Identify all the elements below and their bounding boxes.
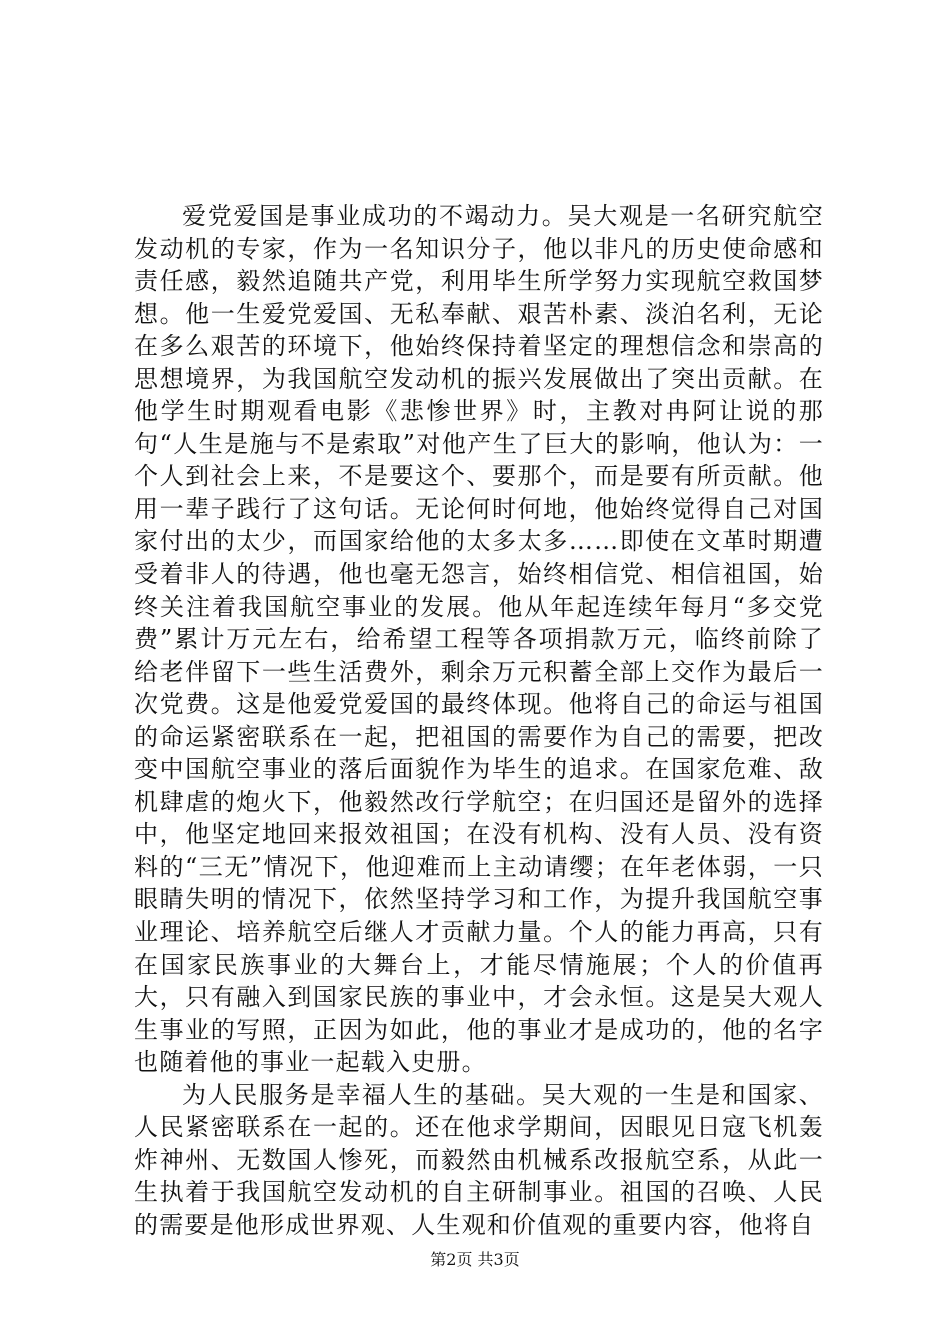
paragraph-patriotism: 爱党爱国是事业成功的不竭动力。吴大观是一名研究航空发动机的专家，作为一名知识分子，他以非凡的历史使命感和责任感，毅然追随共产党，利用毕生所学努力实现航空救国梦想。他一生爱党爱国、无私奉献、艰苦朴素、淡泊名利，无论在多么艰苦的环境下，他始终保持着坚定的理想信念和崇高的思想境界，为我国航空发动机的振兴发展做出了突出贡献。在他学生时期观看电影《悲惨世界》时，主教对冉阿让说的那句“人生是施与不是索取”对他产生了巨大的影响，他认为：一个人到社会上来，不是要这个、要那个，而是要有所贡献。他用一辈子践行了这句话。无论何时何地，他始终觉得自己对国家付出的太少，而国家给他的太多太多……即使在文革时期遭受着非人的待遇，他也毫无怨言，始终相信党、相信祖国，始终关注着我国航空事业的发展。他从年起连续年每月“多交党费”累计万元左右，给希望工程等各项捐款万元，临终前除了给老伴留下一些生活费外，剩余万元积蓄全部上交作为最后一次党费。这是他爱党爱国的最终体现。他将自己的命运与祖国的命运紧密联系在一起，把祖国的需要作为自己的需要，把改变中国航空事业的落后面貌作为毕生的追求。在国家危难、敌机肆虐的炮火下，他毅然改行学航空；在归国还是留外的选择中，他坚定地回来报效祖国；在没有机构、没有人员、没有资料的“三无”情况下，他迎难而上主动请缨；在年老体弱，一只眼睛失明的情况下，依然坚持学习和工作，为提升我国航空事业理论、培养航空后继人才贡献力量。个人的能力再高，只有在国家民族事业的大舞台上，才能尽情施展；个人的价值再大，只有融入到国家民族的事业中，才会永恒。这是吴大观人生事业的写照，正因为如此，他的事业才是成功的，他的名字也随着他的事业一起载入史册。 [134, 202, 824, 1077]
page-number-footer: 第2页 共3页 [430, 1250, 520, 1269]
paragraph-serve-people: 为人民服务是幸福人生的基础。吴大观的一生是和国家、人民紧密联系在一起的。还在他求学期间，因眼见日寇飞机轰炸神州、无数国人惨死，而毅然由机械系改报航空系，从此一生执着于我国航空发动机的自主研制事业。祖国的召唤、人民的需要是他形成世界观、人生观和价值观的重要内容，他将自 [134, 1080, 824, 1239]
body-text [134, 200, 824, 1242]
